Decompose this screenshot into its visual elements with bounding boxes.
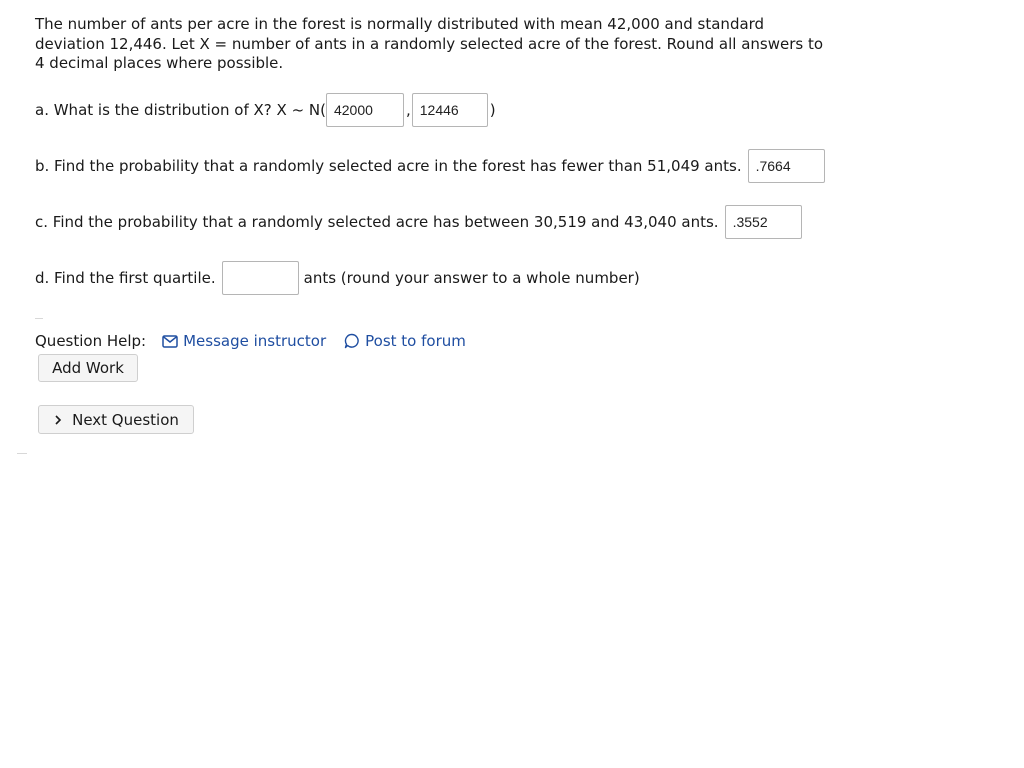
bottom-mark (17, 453, 27, 454)
next-question-button[interactable] (38, 405, 194, 434)
part-a-row (35, 93, 496, 127)
comma-separator: , (405, 101, 411, 119)
divider-mark (35, 318, 43, 319)
question-intro: The number of ants per acre in the forest is normally distributed with mean 42,000 and standard deviation 12,446. Let X = number of ants in a randomly selected acre of the forest. Round all answers to 4 decimal places where possible. (35, 15, 824, 72)
mean-input[interactable]: 42000 (326, 93, 404, 127)
part-b-label: b. Find the probability that a randomly selected acre in the forest has fewer than 51,049 ants. (35, 157, 742, 175)
post-to-forum-link[interactable] (344, 331, 466, 351)
part-a-label: a. What is the distribution of X? X ~ N( (35, 101, 326, 119)
add-work-button[interactable] (38, 354, 138, 382)
part-d-answer-input[interactable] (222, 261, 299, 295)
message-instructor-label: Message instructor (183, 332, 327, 350)
part-d-suffix: ants (round your answer to a whole number) (303, 269, 640, 287)
speech-bubble-icon (344, 333, 360, 349)
part-c-row (35, 205, 802, 239)
question-help-label: Question Help: (35, 332, 147, 350)
envelope-icon (162, 335, 178, 348)
post-to-forum-label: Post to forum (365, 332, 466, 350)
next-question-label: Next Question (72, 410, 179, 429)
part-b-row (35, 149, 825, 183)
message-instructor-link[interactable] (162, 331, 326, 351)
chevron-right-icon (53, 414, 63, 426)
part-b-answer-input[interactable]: .7664 (748, 149, 825, 183)
question-help (35, 331, 466, 351)
add-work-label: Add Work (52, 359, 124, 377)
sd-input[interactable]: 12446 (412, 93, 488, 127)
close-paren: ) (489, 101, 496, 119)
part-d-label: d. Find the first quartile. (35, 269, 216, 287)
part-d-row (35, 261, 640, 295)
part-c-label: c. Find the probability that a randomly selected acre has between 30,519 and 43,040 ants. (35, 213, 719, 231)
part-c-answer-input[interactable]: .3552 (725, 205, 802, 239)
